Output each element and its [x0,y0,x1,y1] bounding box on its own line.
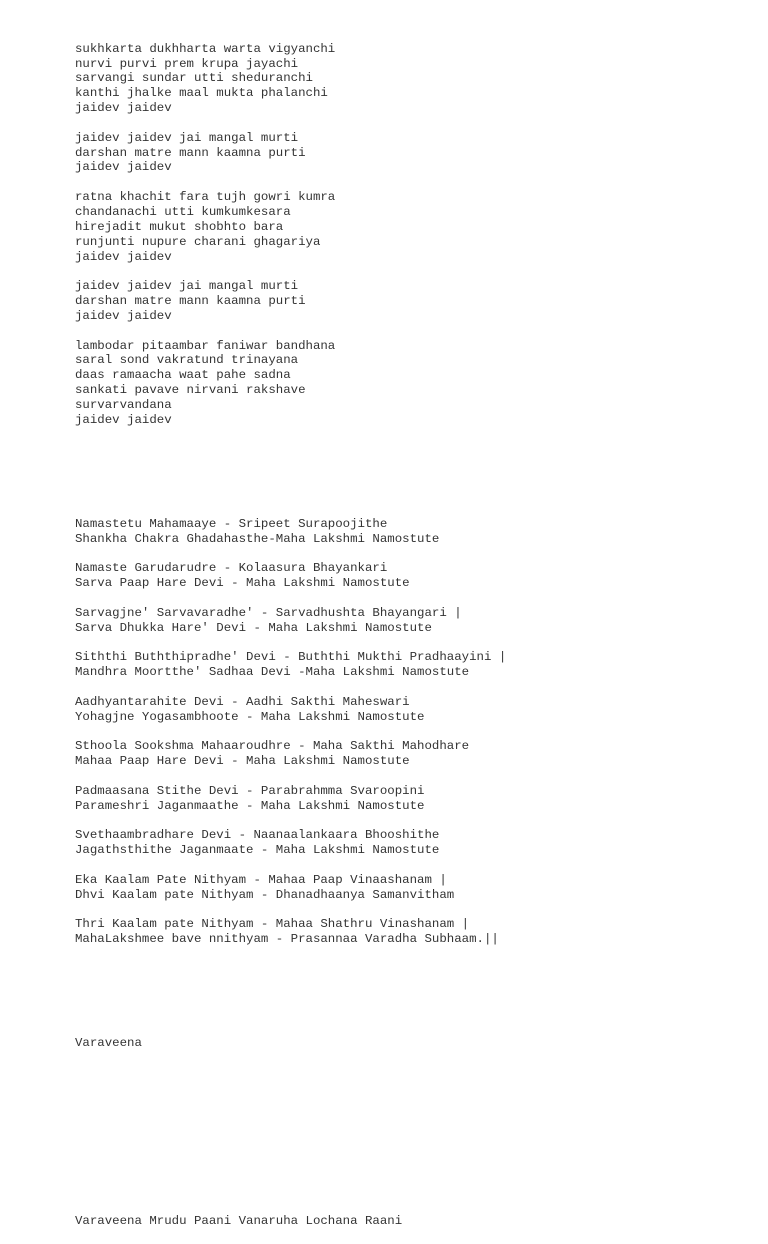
verse-line: ratna khachit fara tujh gowri kumra [75,190,336,205]
stanza [75,339,755,428]
verse-line: hirejadit mukut shobhto bara [75,219,284,234]
stanza [75,279,755,324]
verse-line: Mahaa Paap Hare Devi - Maha Lakshmi Namostute [75,754,410,769]
verse-line: daas ramaacha waat pahe sadna [75,368,291,383]
verse-line: runjunti nupure charani ghagariya [75,234,321,249]
verse-line: jaidev jaidev [75,249,172,264]
varaveena-title: Varaveena [75,1036,142,1051]
stanza [75,517,755,547]
verse-line: Eka Kaalam Pate Nithyam - Mahaa Paap Vinaashanam | [75,872,447,887]
verse-line: darshan matre mann kaamna purti [75,294,306,309]
stanza [75,695,755,725]
verse-line: sukhkarta dukhharta warta vigyanchi [75,41,336,56]
stanza [75,873,755,903]
verse-line: jaidev jaidev [75,101,172,116]
verse-line: jaidev jaidev [75,412,172,427]
verse-line: sarvangi sundar utti sheduranchi [75,71,313,86]
verse-line: Yohagjne Yogasambhoote - Maha Lakshmi Namostute [75,709,425,724]
stanza [75,606,755,636]
verse-line: Namastetu Mahamaaye - Sripeet Surapoojithe [75,516,388,531]
verse-line: lambodar pitaambar faniwar bandhana [75,338,336,353]
section-spacer [75,457,755,487]
lakshmi-section [75,517,755,947]
verse-line: Svethaambradhare Devi - Naanaalankaara Bhooshithe [75,828,440,843]
verse-line: Mandhra Moortthe' Sadhaa Devi -Maha Lakshmi Namostute [75,665,470,680]
section-spacer [75,1081,755,1185]
stanza [75,784,755,814]
verse-line: saral sond vakratund trinayana [75,353,299,368]
verse-line: Shankha Chakra Ghadahasthe-Maha Lakshmi Namostute [75,531,440,546]
section-spacer [75,977,755,1007]
verse-line: darshan matre mann kaamna purti [75,145,306,160]
verse-line: Siththi Buththipradhe' Devi - Buththi Mukthi Pradhaayini | [75,650,507,665]
verse-line: Parameshri Jaganmaathe - Maha Lakshmi Namostute [75,798,425,813]
verse-line: Namaste Garudarudre - Kolaasura Bhayankari [75,561,388,576]
verse-line: Sarva Dhukka Hare' Devi - Maha Lakshmi Namostute [75,620,432,635]
verse-line: jaidev jaidev [75,160,172,175]
verse-line: jaidev jaidev jai mangal murti [75,130,299,145]
stanza [75,650,755,680]
stanza [75,42,755,116]
verse-line: survarvandana [75,397,172,412]
verse-line: sankati pavave nirvani rakshave [75,383,306,398]
verse-line: Thri Kaalam pate Nithyam - Mahaa Shathru Vinashanam | [75,917,470,932]
stanza [75,739,755,769]
stanza [75,561,755,591]
verse-line: jaidev jaidev jai mangal murti [75,279,299,294]
verse-line: chandanachi utti kumkumkesara [75,204,291,219]
verse-line: Jagathsthithe Jaganmaate - Maha Lakshmi Namostute [75,843,440,858]
verse-line: Padmaasana Stithe Devi - Parabrahmma Svaroopini [75,783,425,798]
verse-line: Dhvi Kaalam pate Nithyam - Dhanadhaanya Samanvitham [75,887,455,902]
aarti-section [75,42,755,428]
document-page [75,12,755,1244]
verse-line: Aadhyantarahite Devi - Aadhi Sakthi Maheswari [75,694,410,709]
verse-line: Sarva Paap Hare Devi - Maha Lakshmi Namostute [75,576,410,591]
stanza [75,131,755,176]
stanza [75,917,755,947]
verse-line: MahaLakshmee bave nnithyam - Prasannaa Varadha Subhaam.|| [75,932,499,947]
stanza [75,828,755,858]
verse-line: Sarvagjne' Sarvavaradhe' - Sarvadhushta Bhayangari | [75,605,462,620]
stanza [75,190,755,264]
verse-line: nurvi purvi prem krupa jayachi [75,56,299,71]
verse-line: Sthoola Sookshma Mahaaroudhre - Maha Sakthi Mahodhare [75,739,470,754]
varaveena-first-line: Varaveena Mrudu Paani Vanaruha Lochana Raani [75,1214,403,1229]
verse-line: kanthi jhalke maal mukta phalanchi [75,86,328,101]
verse-line: jaidev jaidev [75,308,172,323]
